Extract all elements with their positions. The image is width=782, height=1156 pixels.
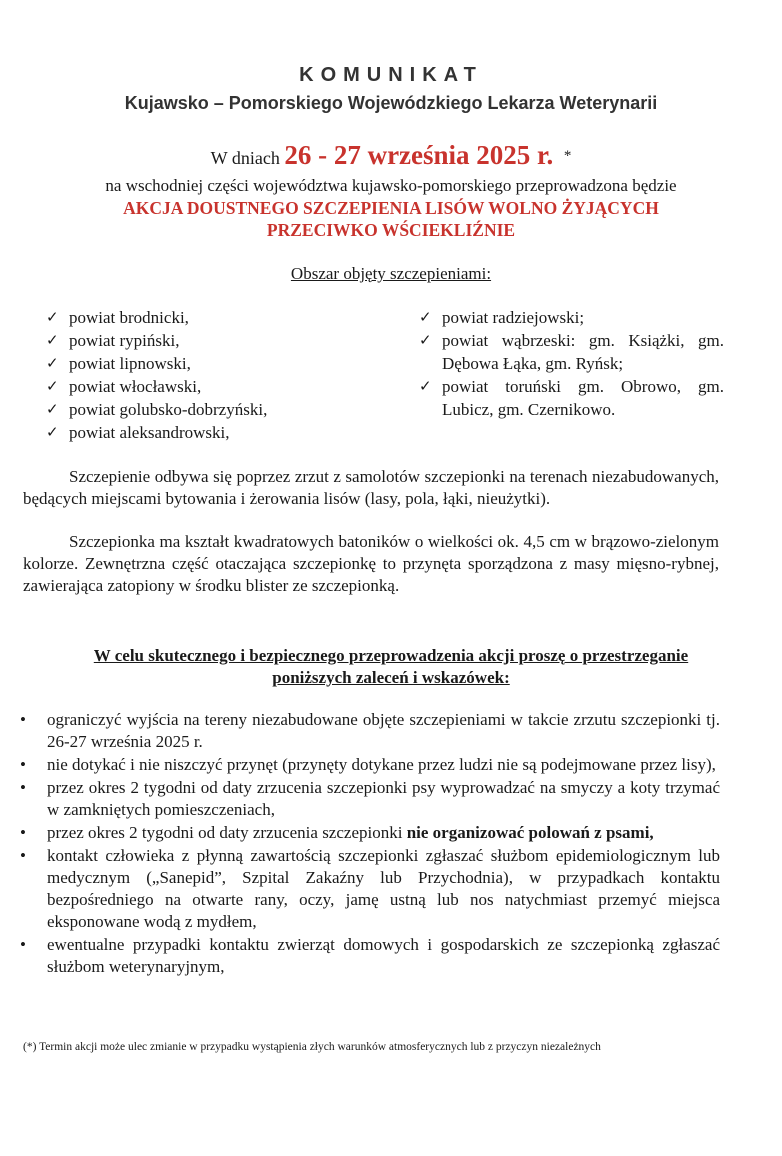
check-icon: ✓ bbox=[46, 331, 59, 349]
counties-right-list bbox=[419, 306, 724, 421]
recommendation-text-plain: przez okres 2 tygodni od daty zrzucenia szczepionki bbox=[47, 823, 407, 842]
paragraph-airdrop-text: Szczepienie odbywa się poprzez zrzut z samolotów szczepionki na terenach niezabudowanych, będących miejscami bytowania i żerowania lisów (lasy, pola, łąki, nieużytki). bbox=[23, 467, 719, 508]
counties-left-list bbox=[46, 306, 376, 444]
action-heading bbox=[0, 197, 782, 241]
recommendation-text: nie dotykać i nie niszczyć przynęt (przynęty dotykane przez ludzi nie są podejmowane przez lisy), bbox=[47, 755, 716, 774]
recommendation-text: ewentualne przypadki kontaktu zwierząt domowych i gospodarskich ze szczepionką zgłaszać służbom weterynaryjnym, bbox=[47, 935, 720, 976]
dates-asterisk: * bbox=[563, 148, 572, 164]
county-item bbox=[419, 306, 724, 329]
county-item bbox=[419, 329, 724, 375]
county-item bbox=[46, 329, 376, 352]
bullet-icon: • bbox=[20, 823, 26, 842]
check-icon: ✓ bbox=[419, 331, 432, 349]
check-icon: ✓ bbox=[419, 308, 432, 326]
recommendations-list bbox=[20, 709, 720, 979]
check-icon: ✓ bbox=[46, 354, 59, 372]
county-item bbox=[46, 421, 376, 444]
area-title: Obszar objęty szczepieniami: bbox=[290, 264, 492, 283]
document-subtitle: Kujawsko – Pomorskiego Wojewódzkiego Lekarza Weterynarii bbox=[124, 93, 658, 113]
recommendations-heading bbox=[0, 645, 782, 689]
county-item bbox=[46, 352, 376, 375]
check-icon: ✓ bbox=[46, 308, 59, 326]
recommendation-item bbox=[20, 934, 720, 978]
county-item bbox=[46, 398, 376, 421]
county-label: powiat rypiński, bbox=[69, 331, 180, 350]
paragraph-vaccine-text: Szczepionka ma kształt kwadratowych batoników o wielkości ok. 4,5 cm w brązowo-zielonym kolorze. Zewnętrzna część otaczająca szczepionkę to przynęta sporządzona z masy mięsno-rybnej, zawierająca zatopiony w środku blister ze szczepionką. bbox=[23, 532, 719, 595]
county-label: powiat golubsko-dobrzyński, bbox=[69, 400, 268, 419]
action-heading-line-1: AKCJA DOUSTNEGO SZCZEPIENIA LISÓW WOLNO ŻYJĄCYCH bbox=[123, 198, 659, 218]
recommendations-heading-line-1: W celu skutecznego i bezpiecznego przeprowadzenia akcji proszę o przestrzeganie bbox=[93, 646, 689, 665]
county-label: powiat toruński gm. Obrowo, gm. Lubicz, gm. Czernikowo. bbox=[442, 377, 724, 419]
recommendation-text: przez okres 2 tygodni od daty zrzucenia szczepionki psy wyprowadzać na smyczy a koty trzymać w zamkniętych pomieszczeniach, bbox=[47, 778, 720, 819]
bullet-icon: • bbox=[20, 935, 26, 954]
dates-prefix: W dniach bbox=[210, 148, 280, 168]
dates-range: 26 - 27 września 2025 r. bbox=[284, 140, 554, 170]
recommendation-item bbox=[20, 709, 720, 753]
bullet-icon: • bbox=[20, 755, 26, 774]
recommendation-item bbox=[20, 777, 720, 821]
county-label: powiat włocławski, bbox=[69, 377, 202, 396]
intro-text: na wschodniej części województwa kujawsko-pomorskiego przeprowadzona będzie bbox=[105, 176, 677, 195]
action-heading-line-2: PRZECIWKO WŚCIEKLIŹNIE bbox=[266, 220, 516, 240]
recommendation-text: ograniczyć wyjścia na tereny niezabudowane objęte szczepieniami w takcie zrzutu szczepionki tj. 26-27 września 2025 r. bbox=[47, 710, 720, 751]
recommendation-text-bold: nie organizować polowań z psami, bbox=[406, 823, 654, 842]
recommendation-text bbox=[47, 822, 720, 844]
county-label: powiat lipnowski, bbox=[69, 354, 191, 373]
check-icon: ✓ bbox=[46, 423, 59, 441]
check-icon: ✓ bbox=[46, 377, 59, 395]
county-label: powiat brodnicki, bbox=[69, 308, 189, 327]
recommendations-heading-line-2: poniższych zaleceń i wskazówek: bbox=[272, 668, 510, 687]
paragraph-vaccine-description bbox=[23, 531, 719, 597]
dates-line bbox=[0, 140, 782, 171]
bullet-icon: • bbox=[20, 846, 26, 865]
county-item bbox=[46, 306, 376, 329]
document-title: KOMUNIKAT bbox=[299, 64, 483, 86]
recommendation-text: kontakt człowieka z płynną zawartością szczepionki zgłaszać służbom epidemiologicznym lub medycznym („Sanepid”, Szpital Zakaźny lub Przychodnia), w przypadkach kontaktu bezpośredniego na otwarte rany, oczy, jamę ustną lub nos natychmiast przemyć miejsca eksponowane wodą z mydłem, bbox=[47, 846, 720, 931]
recommendation-item bbox=[20, 822, 720, 844]
county-label: powiat aleksandrowski, bbox=[69, 423, 230, 442]
recommendation-item bbox=[20, 845, 720, 933]
bullet-icon: • bbox=[20, 778, 26, 797]
bullet-icon: • bbox=[20, 710, 26, 729]
county-item bbox=[419, 375, 724, 421]
county-item bbox=[46, 375, 376, 398]
check-icon: ✓ bbox=[419, 377, 432, 395]
county-label: powiat radziejowski; bbox=[442, 308, 585, 327]
check-icon: ✓ bbox=[46, 400, 59, 418]
paragraph-airdrop bbox=[23, 466, 719, 510]
county-label: powiat wąbrzeski: gm. Książki, gm. Dębowa Łąka, gm. Ryńsk; bbox=[442, 331, 724, 373]
footnote: (*) Termin akcji może ulec zmianie w przypadku wystąpienia złych warunków atmosferycznych lub z przyczyn niezależnych bbox=[23, 1041, 601, 1053]
recommendation-item bbox=[20, 754, 720, 776]
